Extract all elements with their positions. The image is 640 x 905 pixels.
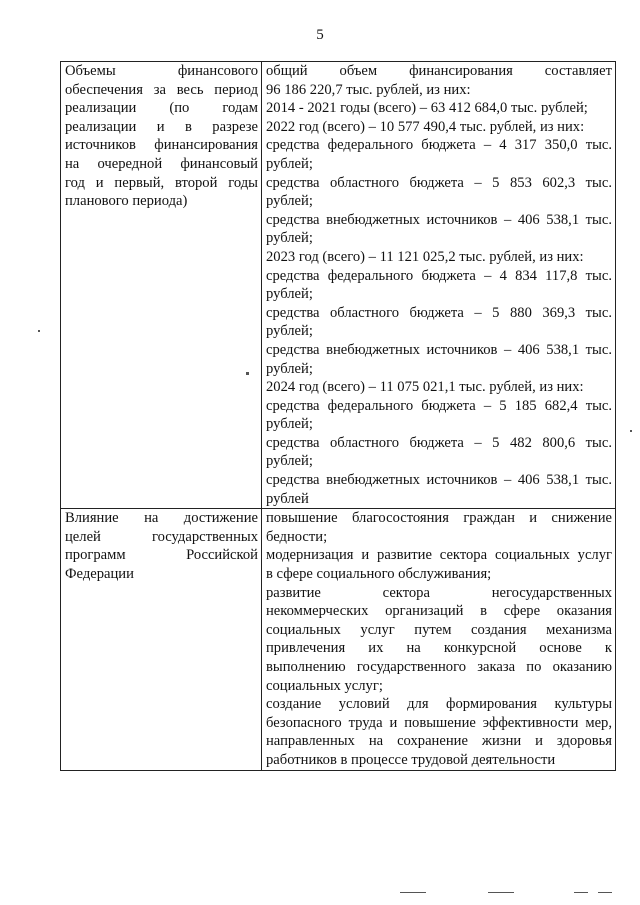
content-line: средства областного бюджета – 5 482 800,6 тыс. <box>266 434 612 451</box>
content-line: рублей; <box>266 453 313 470</box>
impact-label-cell <box>61 509 262 770</box>
content-paragraph <box>266 471 612 508</box>
scan-mark <box>630 430 632 432</box>
content-line: привлечения их на конкурсной основе к <box>266 640 612 657</box>
content-line: рублей; <box>266 155 313 172</box>
content-line: социальных услуг путем создания механизма <box>266 621 612 638</box>
content-line: средства внебюджетных источников – 406 538,1 тыс. <box>266 211 612 228</box>
content-line: средства областного бюджета – 5 853 602,3 тыс. <box>266 174 612 191</box>
impact-content-cell <box>262 509 616 770</box>
content-line: некоммерческих организаций в сфере оказания <box>266 603 612 620</box>
scan-mark <box>598 892 612 893</box>
content-line: 2023 год (всего) – 11 121 025,2 тыс. рублей, из них: <box>266 248 584 265</box>
content-paragraph <box>266 341 612 378</box>
content-line: безопасного труда и повышение эффективности мер, <box>266 714 612 731</box>
table-row-financing <box>61 62 616 509</box>
content-paragraph <box>266 509 612 546</box>
scan-mark <box>400 892 426 893</box>
label-line: целей государственных <box>65 528 258 545</box>
content-line: средства федерального бюджета – 5 185 682,4 тыс. <box>266 397 612 414</box>
content-paragraph <box>266 62 612 99</box>
content-line: средства внебюджетных источников – 406 538,1 тыс. <box>266 341 612 358</box>
label-line: Объемы финансового <box>65 63 258 79</box>
scan-mark <box>246 372 249 375</box>
content-line: повышение благосостояния граждан и снижение <box>266 510 612 527</box>
content-line: направленных на сохранение жизни и здоровья <box>266 733 612 750</box>
label-line: программ Российской <box>65 547 258 564</box>
content-line: рублей; <box>266 230 313 247</box>
page-number: 5 <box>316 27 324 43</box>
content-line: рублей; <box>266 193 313 210</box>
content-line: развитие сектора негосударственных <box>266 584 612 601</box>
content-line: рублей; <box>266 416 313 433</box>
content-paragraph <box>266 118 612 137</box>
content-paragraph <box>266 267 612 304</box>
content-paragraph <box>266 136 612 173</box>
label-line: планового периода) <box>65 193 188 210</box>
content-paragraph <box>266 378 612 397</box>
content-line: рублей <box>266 490 309 507</box>
content-line: социальных услуг; <box>266 677 383 694</box>
label-line: реализации (по годам <box>65 100 258 117</box>
financing-label-cell <box>61 62 262 509</box>
content-paragraph <box>266 397 612 434</box>
content-paragraph <box>266 584 612 696</box>
label-line: на очередной финансовый <box>65 155 258 172</box>
table-row-impact <box>61 509 616 770</box>
content-paragraph <box>266 304 612 341</box>
content-paragraph <box>266 174 612 211</box>
content-paragraph <box>266 695 612 769</box>
label-line: год и первый, второй годы <box>65 174 258 191</box>
content-line: выполнению государственного заказа по оказанию <box>266 659 612 675</box>
content-line: 2024 год (всего) – 11 075 021,1 тыс. рублей, из них: <box>266 379 584 396</box>
scan-mark <box>38 330 40 332</box>
content-paragraph <box>266 434 612 471</box>
content-line: 2014 - 2021 годы (всего) – 63 412 684,0 тыс. рублей; <box>266 100 588 117</box>
content-line: средства федерального бюджета – 4 317 350,0 тыс. <box>266 137 612 154</box>
content-paragraph <box>266 546 612 583</box>
label-line: Федерации <box>65 566 134 583</box>
content-paragraph <box>266 211 612 248</box>
financing-content-cell <box>262 62 616 509</box>
label-line: источников финансирования <box>65 137 258 154</box>
content-line: рублей; <box>266 323 313 340</box>
label-line: реализации и в разрезе <box>65 118 258 135</box>
content-line: 96 186 220,7 тыс. рублей, из них: <box>266 81 471 98</box>
scan-mark <box>574 892 588 893</box>
content-line: средства областного бюджета – 5 880 369,3 тыс. <box>266 304 612 321</box>
label-line: обеспечения за весь период <box>65 81 258 98</box>
content-line: бедности; <box>266 528 328 545</box>
content-line: 2022 год (всего) – 10 577 490,4 тыс. рублей, из них: <box>266 118 585 135</box>
content-paragraph <box>266 248 612 267</box>
content-line: рублей; <box>266 360 313 377</box>
label-line: Влияние на достижение <box>65 510 258 527</box>
content-line: в сфере социального обслуживания; <box>266 566 492 583</box>
content-paragraph <box>266 99 612 118</box>
scan-mark <box>488 892 514 893</box>
content-line: работников в процессе трудовой деятельности <box>266 751 556 768</box>
program-passport-table <box>60 61 616 771</box>
content-line: создание условий для формирования культуры <box>266 696 612 713</box>
content-line: рублей; <box>266 286 313 303</box>
content-line: общий объем финансирования составляет <box>266 63 612 79</box>
content-line: модернизация и развитие сектора социальных услуг <box>266 547 612 564</box>
content-line: средства внебюджетных источников – 406 538,1 тыс. <box>266 472 612 489</box>
content-line: средства федерального бюджета – 4 834 117,8 тыс. <box>266 267 612 284</box>
